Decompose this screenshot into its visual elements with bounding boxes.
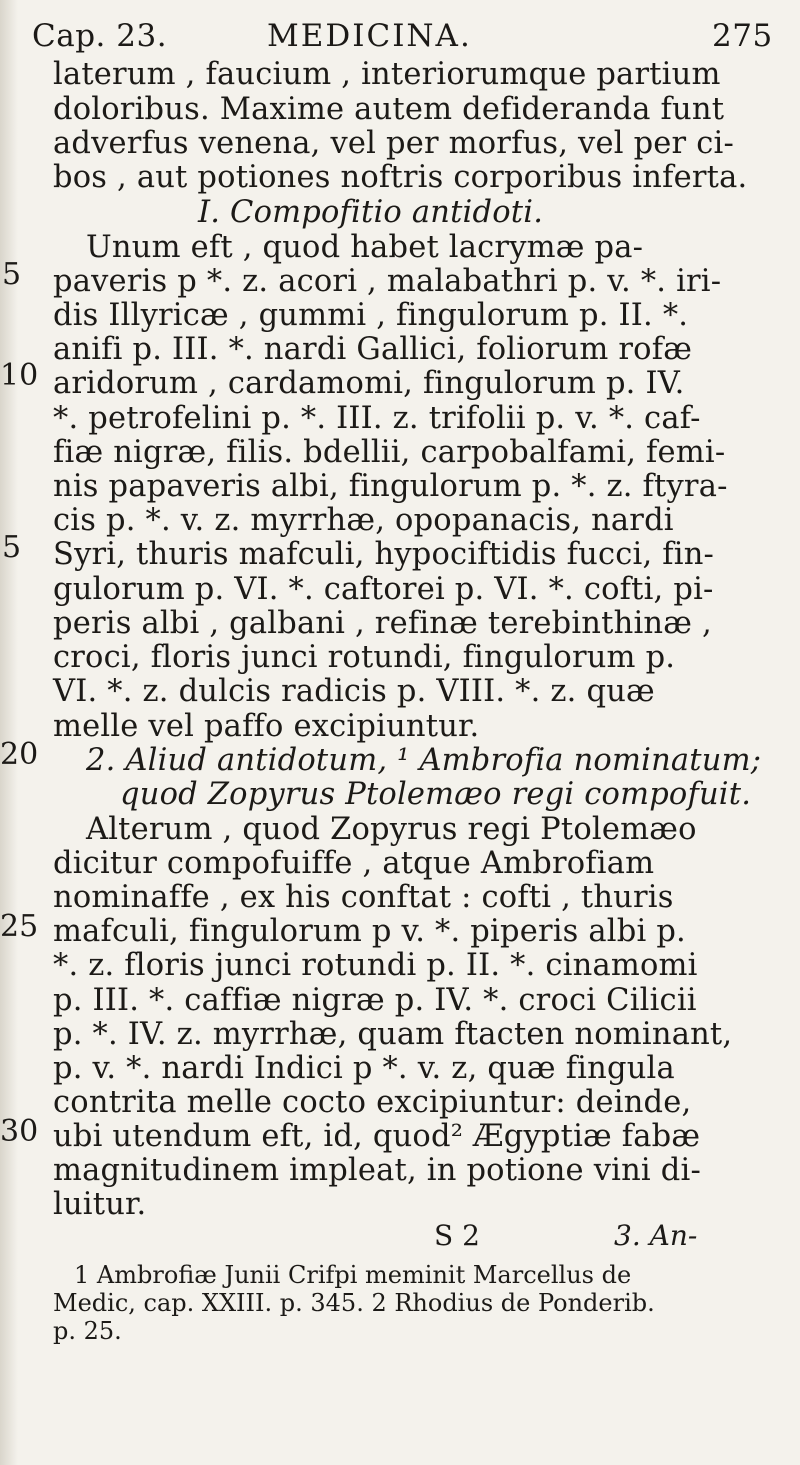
text-line: fiæ nigræ, filis. bdellii, carpobalfami, femi- [53,435,726,470]
text-line: nis papaveris albi, fingulorum p. *. z. ftyra- [53,469,728,504]
text-line: nominaffe , ex his conftat : cofti , thuris [53,880,674,915]
text-line: cis p. *. v. z. myrrhæ, opopanacis, nardi [53,503,674,538]
text-line: contrita melle cocto excipiuntur: deinde, [53,1085,692,1120]
text-line: paveris p *. z. acori , malabathri p. v. *. iri- [53,264,722,299]
text-line: adverfus venena, vel per morfus, vel per ci- [53,126,734,161]
section-heading-continued: quod Zopyrus Ptolemæo regi compofuit. [120,777,752,812]
section-heading: I. Compofitio antidoti. [198,195,544,230]
text-line: mafculi, fingulorum p v. *. piperis albi p. [53,914,686,949]
text-line: *. petrofelini p. *. III. z. trifolii p. v. *. caf- [53,401,701,436]
text-line: doloribus. Maxime autem defideranda funt [53,92,725,127]
text-line: aridorum , cardamomi, fingulorum p. IV. [53,366,685,401]
text-line: Syri, thuris mafculi, hypociftidis fucci, fin- [53,537,715,572]
text-line: p. v. *. nardi Indici p *. v. z, quæ fingula [53,1051,675,1086]
text-line: Unum eft , quod habet lacrymæ pa- [86,230,644,265]
margin-line-number: 5 [2,530,22,565]
text-line: peris albi , galbani , refinæ terebinthinæ , [53,606,712,641]
text-line: Alterum , quod Zopyrus regi Ptolemæo [86,812,697,847]
page-number: 275 [712,18,773,54]
text-line: anifi p. III. *. nardi Gallici, foliorum rofæ [53,332,693,367]
catchword: 3. An- [614,1219,698,1252]
text-line: VI. *. z. dulcis radicis p. VIII. *. z. quæ [53,674,655,709]
footnote-line: 1 Ambrofiæ Junii Crifpi meminit Marcellus de [74,1261,632,1289]
page-binding-shadow [0,0,18,1465]
text-line: melle vel paffo excipiuntur. [53,709,480,744]
text-line: croci, floris junci rotundi, fingulorum p. [53,640,676,675]
text-line: *. z. floris junci rotundi p. II. *. cinamomi [53,948,698,983]
text-line: bos , aut potiones noftris corporibus inferta. [53,160,748,195]
text-line: dicitur compofuiffe , atque Ambrofiam [53,846,655,881]
margin-line-number: 30 [0,1114,39,1149]
footnote-line: p. 25. [53,1317,122,1345]
text-line: ubi utendum eft, id, quod² Ægyptiæ fabæ [53,1119,701,1154]
text-line: gulorum p. VI. *. caftorei p. VI. *. cofti, pi- [53,572,714,607]
text-line: p. *. IV. z. myrrhæ, quam ftacten nominant, [53,1017,733,1052]
margin-line-number: 25 [0,909,39,944]
margin-line-number: 20 [0,737,39,772]
text-line: p. III. *. caffiæ nigræ p. IV. *. croci Cilicii [53,983,697,1018]
text-line: luitur. [53,1187,147,1222]
text-line: dis Illyricæ , gummi , fingulorum p. II. *. [53,298,689,333]
running-header-chapter: Cap. 23. [32,18,168,54]
margin-line-number: 5 [2,257,22,292]
footnote-line: Medic, cap. XXIII. p. 345. 2 Rhodius de Ponderib. [53,1289,655,1317]
running-header-title: MEDICINA. [267,18,472,54]
section-heading: 2. Aliud antidotum, ¹ Ambrofia nominatum; [86,743,762,778]
signature-mark: S 2 [434,1219,480,1252]
text-line: laterum , faucium , interiorumque partium [53,57,721,92]
text-line: magnitudinem impleat, in potione vini di- [53,1153,701,1188]
margin-line-number: 10 [0,358,39,393]
